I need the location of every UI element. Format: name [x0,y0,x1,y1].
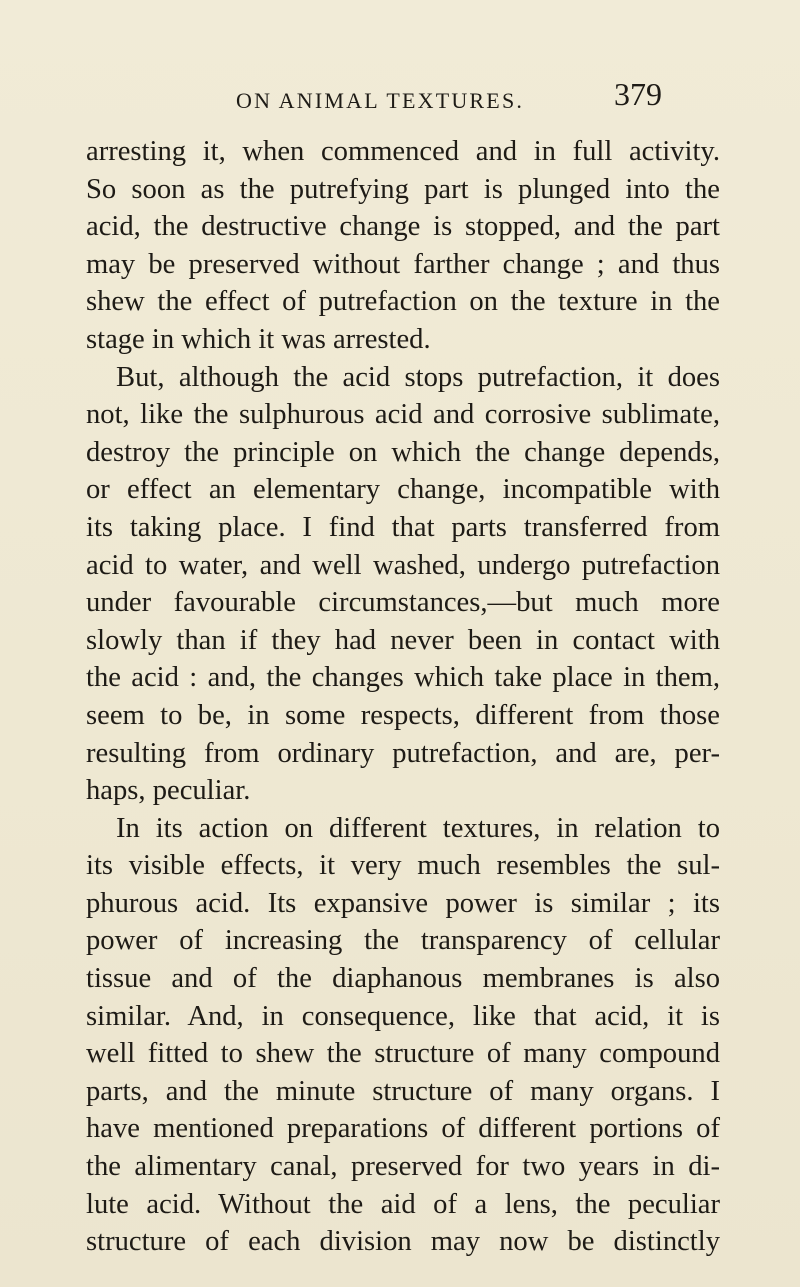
running-head-title: ON ANIMAL TEXTURES. [236,88,525,113]
text-line: destroy the principle on which the change depends, [86,436,720,468]
text-line: well fitted to shew the structure of many compound [86,1038,720,1070]
text-line: lute acid. Without the aid of a lens, the peculiar [86,1188,720,1220]
text-line: resulting from ordinary putrefaction, and are, per- [86,737,720,769]
text-line: or effect an elementary change, incompatible with [86,474,720,506]
text-line: shew the effect of putrefaction on the texture in the [86,286,720,318]
text-line: So soon as the putrefying part is plunged into the [86,173,720,205]
text-line: phurous acid. Its expansive power is similar ; its [86,887,720,919]
text-line: parts, and the minute structure of many organs. I [86,1075,720,1107]
text-line: power of increasing the transparency of cellular [86,925,720,957]
text-line: In its action on different textures, in relation to [116,812,720,844]
text-line: tissue and of the diaphanous membranes is also [86,963,720,995]
text-line: the alimentary canal, preserved for two years in di- [86,1151,720,1183]
text-line: the acid : and, the changes which take place in them, [86,662,720,694]
text-line: slowly than if they had never been in contact with [86,624,720,656]
text-line: under favourable circumstances,—but much more [86,587,720,619]
text-line: structure of each division may now be distinctly [86,1226,720,1258]
text-line: acid, the destructive change is stopped, and the part [86,211,720,243]
text-line: similar. And, in consequence, like that acid, it is [86,1000,720,1032]
text-line: arresting it, when commenced and in full activity. [86,136,720,167]
text-line: its visible effects, it very much resembles the sul- [86,850,720,882]
body-text [86,133,720,1261]
text-line: stage in which it was arrested. [86,323,431,355]
text-line: seem to be, in some respects, different from those [86,699,720,731]
text-line: acid to water, and well washed, undergo putrefaction [86,549,720,581]
text-line: its taking place. I find that parts transferred from [86,511,720,543]
running-head [0,76,800,116]
page-number: 379 [614,76,662,112]
text-line: haps, peculiar. [86,775,251,807]
text-line: may be preserved without farther change ; and thus [86,248,720,280]
text-line: have mentioned preparations of different portions of [86,1113,720,1145]
text-line: not, like the sulphurous acid and corrosive sublimate, [86,399,720,431]
text-line: But, although the acid stops putrefaction, it does [116,361,720,393]
